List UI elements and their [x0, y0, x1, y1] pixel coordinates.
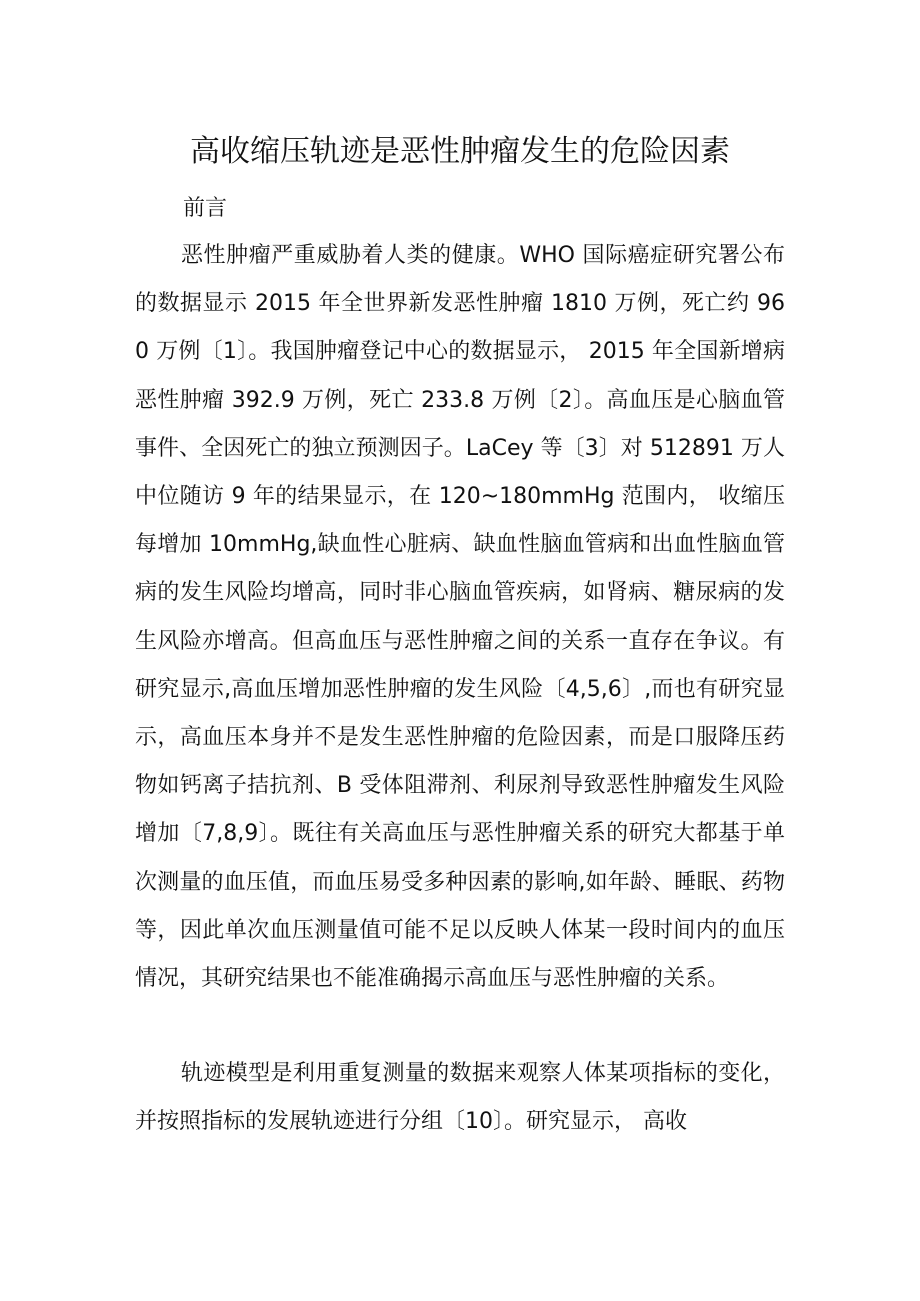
document-title: 高收缩压轨迹是恶性肿瘤发生的危险因素 — [190, 134, 730, 169]
section-heading-preface: 前言 — [183, 196, 228, 221]
body-paragraph: 恶性肿瘤严重威胁着人类的健康。WHO 国际癌症研究署公布的数据显示 2015 年全世界新发恶性肿瘤 1810 万例，死亡约 960 万例〔1〕。我国肿瘤登记中心的数据显示， 2015 年全国新增病恶性肿瘤 392.9 万例，死亡 233.8 万例〔2〕。高血压是心脑血管事件、全因死亡的独立预测因子。LaCey 等〔3〕对 512891 万人中位随访 9 年的结果显示，在 120~180mmHg 范围内， 收缩压每增加 10mmHg,缺血性心脏病、缺血性脑血管病和出血性脑血管病的发生风险均增高，同时非心脑血管疾病，如肾病、糖尿病的发生风险亦增高。但高血压与恶性肿瘤之间的关系一直存在争议。有研究显示,高血压增加恶性肿瘤的发生风险〔4,5,6〕,而也有研究显示，高血压本身并不是发生恶性肿瘤的危险因素，而是口服降压药物如钙离子拮抗剂、B 受体阻滞剂、利尿剂导致恶性肿瘤发生风险增加〔7,8,9〕。既往有关高血压与恶性肿瘤关系的研究大都基于单次测量的血压值，而血压易受多种因素的影响,如年龄、睡眠、药物等，因此单次血压测量值可能不足以反映人体某一段时间内的血压情况，其研究结果也不能准确揭示高血压与恶性肿瘤的关系。 — [135, 243, 785, 992]
body-paragraph: 轨迹模型是利用重复测量的数据来观察人体某项指标的变化，并按照指标的发展轨迹进行分组〔10〕。研究显示， 高收 — [135, 1061, 785, 1135]
